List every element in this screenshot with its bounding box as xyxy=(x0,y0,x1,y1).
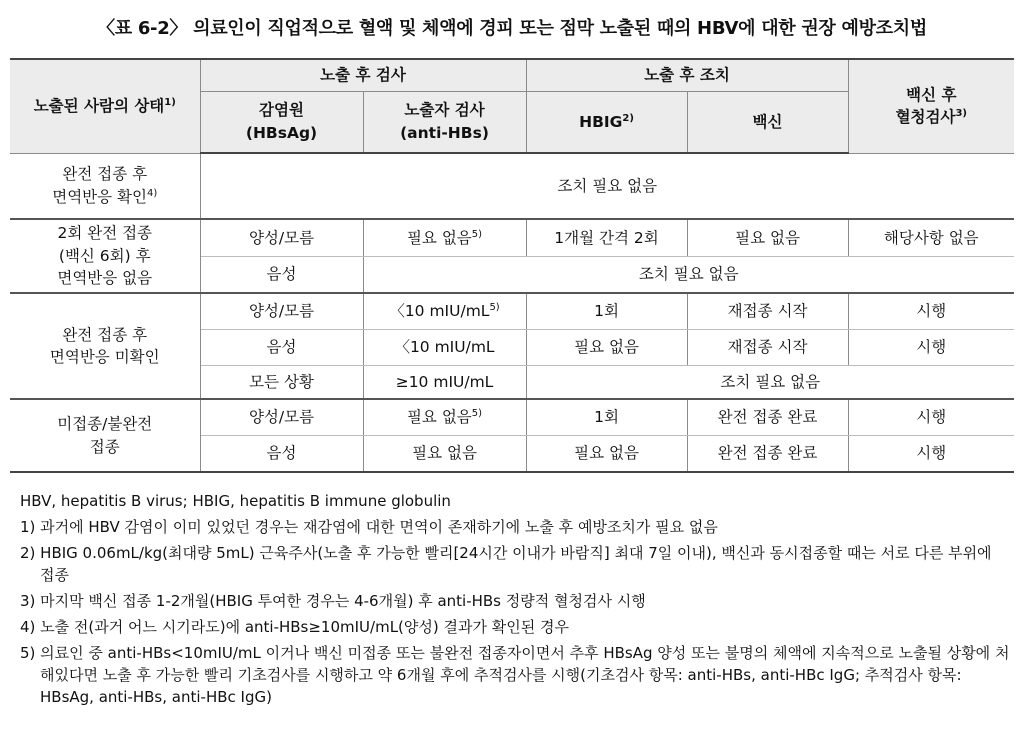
footnote-4: 4) 노출 전(과거 어느 시기라도)에 anti-HBs≥10mIU/mL(양성) 결과가 확인된 경우 xyxy=(20,618,569,636)
table-row xyxy=(10,219,1014,256)
table-row xyxy=(10,399,1014,435)
source-cell: 양성/모름 xyxy=(200,219,363,256)
state-cell: 미접종/불완전 접종 xyxy=(10,399,200,472)
vaccine-cell: 완전 접종 완료 xyxy=(687,435,848,472)
state-cell: 완전 접종 후 면역반응 확인$^{4)}$ xyxy=(10,153,200,219)
merged-action-cell: 조치 필요 없음 xyxy=(363,256,1014,293)
source-cell: 양성/모름 xyxy=(200,399,363,435)
hbig-cell: 1개월 간격 2회 xyxy=(526,219,687,256)
post-serology-cell: 시행 xyxy=(848,329,1014,365)
post-serology-cell: 해당사항 없음 xyxy=(848,219,1014,256)
hbig-cell: 필요 없음 xyxy=(526,329,687,365)
header-hbig: HBIG$^{2)}$ xyxy=(526,91,687,153)
exposed-cell: 필요 없음 xyxy=(363,435,526,472)
exposed-cell: 〈10 mIU/mL xyxy=(363,329,526,365)
vaccine-cell: 재접종 시작 xyxy=(687,293,848,329)
vaccine-cell: 재접종 시작 xyxy=(687,329,848,365)
hbig-cell: 필요 없음 xyxy=(526,435,687,472)
exposed-cell: 필요 없음$^{5)}$ xyxy=(363,219,526,256)
header-source-hbsag: 감염원 (HBsAg) xyxy=(200,91,363,153)
source-cell: 모든 상황 xyxy=(200,365,363,399)
table-row xyxy=(10,153,1014,219)
header-post-exposure-action: 노출 후 조치 xyxy=(526,59,848,91)
state-cell: 완전 접종 후 면역반응 미확인 xyxy=(10,293,200,399)
merged-action-cell: 조치 필요 없음 xyxy=(200,153,1014,219)
table-title: 〈표 6-2〉 의료인이 직업적으로 혈액 및 체액에 경피 또는 점막 노출된 때의 HBV에 대한 권장 예방조치법 xyxy=(97,18,927,39)
footnotes xyxy=(20,490,1010,712)
post-serology-cell: 시행 xyxy=(848,399,1014,435)
vaccine-cell: 완전 접종 완료 xyxy=(687,399,848,435)
exposed-cell: 필요 없음$^{5)}$ xyxy=(363,399,526,435)
footnote-1: 1) 과거에 HBV 감염이 이미 있었던 경우는 재감염에 대한 면역이 존재하기에 노출 후 예방조치가 필요 없음 xyxy=(20,518,718,536)
header-exposed-anti-hbs: 노출자 검사 (anti-HBs) xyxy=(363,91,526,153)
table-row xyxy=(10,293,1014,329)
hbv-prophylaxis-table xyxy=(10,58,1014,473)
footnote-2: 2) HBIG 0.06mL/kg(최대량 5mL) 근육주사(노출 후 가능한 빨리[24시간 이내가 바람직] 최대 7일 이내), 백신과 동시접종할 때는 서로 다른 부위에 접종 xyxy=(20,544,992,584)
header-exposed-state: 노출된 사람의 상태$^{1)}$ xyxy=(10,59,200,153)
exposed-cell: 〈10 mIU/$mL^{5)}$ xyxy=(363,293,526,329)
footnote-5: 5) 의료인 중 anti-HBs<10mIU/mL 이거나 백신 미접종 또는 불완전 접종자이면서 추후 HBsAg 양성 또는 불명의 체액에 지속적으로 노출될 상황에 처해있다면 노출 후 가능한 빨리 기초검사를 시행하고 약 6개월 후에 추적검사를 시행(기초검사 항목: anti-HBs, anti-HBc IgG; 추적검사 항목: HBsAg, anti-HBs, anti-HBc IgG) xyxy=(20,644,1010,706)
source-cell: 양성/모름 xyxy=(200,293,363,329)
hbig-cell: 1회 xyxy=(526,293,687,329)
source-cell: 음성 xyxy=(200,435,363,472)
footnote-abbreviations: HBV, hepatitis B virus; HBIG, hepatitis B immune globulin xyxy=(20,492,451,510)
state-cell: 2회 완전 접종 (백신 6회) 후 면역반응 없음 xyxy=(10,219,200,293)
exposed-cell: ≥10 mIU/mL xyxy=(363,365,526,399)
post-serology-cell: 시행 xyxy=(848,293,1014,329)
header-post-vaccine-serology: 백신 후 혈청검사$^{3)}$ xyxy=(848,59,1014,153)
header-post-exposure-test: 노출 후 검사 xyxy=(200,59,526,91)
vaccine-cell: 필요 없음 xyxy=(687,219,848,256)
source-cell: 음성 xyxy=(200,256,363,293)
post-serology-cell: 시행 xyxy=(848,435,1014,472)
hbig-cell: 1회 xyxy=(526,399,687,435)
merged-action-cell: 조치 필요 없음 xyxy=(526,365,1014,399)
header-vaccine: 백신 xyxy=(687,91,848,153)
source-cell: 음성 xyxy=(200,329,363,365)
footnote-3: 3) 마지막 백신 접종 1-2개월(HBIG 투여한 경우는 4-6개월) 후 anti-HBs 정량적 혈청검사 시행 xyxy=(20,592,646,610)
